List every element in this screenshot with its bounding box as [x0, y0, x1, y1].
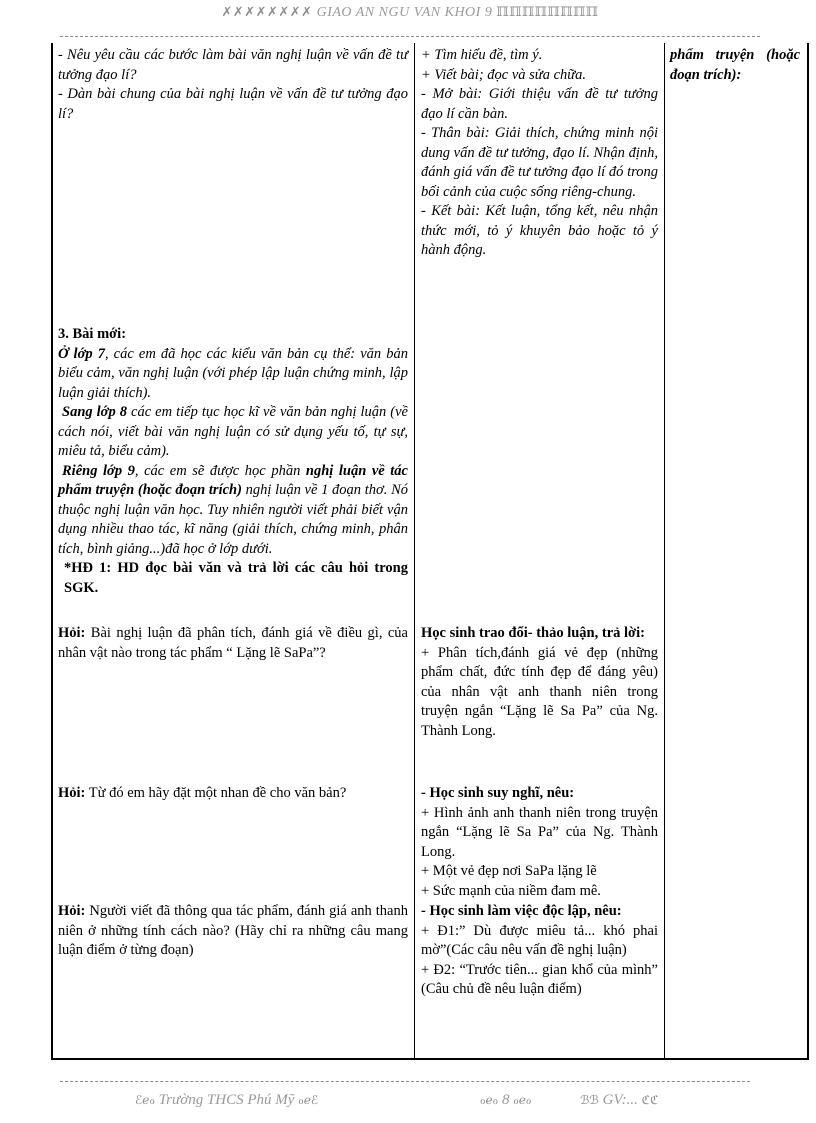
page-ornament-right: ℴℯℴ: [513, 1093, 532, 1107]
footer-ornament-left: ℰℯℴ: [135, 1093, 155, 1107]
activity-1-heading: *HĐ 1: HD đọc bài văn và trả lời các câu hỏi trong SGK.: [64, 560, 408, 596]
question-1: [58, 624, 408, 663]
outline-step-1: + Tìm hiểu đề, tìm ý.: [421, 47, 543, 63]
answer-3-line-2: + Đ2: “Trước tiên... gian khổ của mình” (Câu chủ đề nêu luận điểm): [421, 961, 658, 997]
header-left-ornament: ✗✗✗✗✗✗✗✗: [221, 4, 313, 19]
answer-2-line-1: + Hình ảnh anh thanh niên trong truyện ngắn “Lặng lẽ Sa Pa” của Ng. Thành Long.: [421, 804, 658, 860]
answer-2: [421, 784, 658, 901]
page-ornament-left: ℴℯℴ: [480, 1093, 499, 1107]
answer-2-heading: - Học sinh suy nghĩ, nêu:: [421, 785, 575, 801]
answer-3-line-1: + Đ1:” Dù được miêu tả... khó phai mờ”(Các câu nêu vấn đề nghị luận): [421, 922, 658, 958]
intro-3-lead: Riêng lớp 9: [62, 462, 135, 479]
intro-paragraph-1: [58, 345, 408, 404]
footer-school: [135, 1092, 318, 1109]
question-2-text: Từ đó em hãy đặt một nhan đề cho văn bản?: [85, 785, 347, 801]
header-title: GIAO AN NGU VAN KHOI 9: [316, 5, 493, 20]
footer-page: [480, 1092, 531, 1109]
answer-1-heading: Học sinh trao đổi- thảo luận, trả lời:: [421, 625, 645, 641]
intro-3-text-a: , các em sẽ được học phần: [134, 462, 306, 479]
footer-teacher: [580, 1092, 659, 1109]
teacher-ornament-left: ℬℬ: [580, 1093, 599, 1107]
question-1-label: Hỏi:: [58, 625, 86, 641]
question-3-label: Hỏi:: [58, 903, 86, 919]
question-3: [58, 902, 408, 961]
teacher-ornament-right: ℭℭ: [641, 1093, 659, 1107]
footer-school-name: Trường THCS Phú Mỹ: [158, 1092, 295, 1108]
answer-2-line-3: + Sức mạnh của niềm đam mê.: [421, 882, 601, 899]
content-column-text: phẩm truyện (hoặc đoạn trích):: [670, 47, 800, 83]
header-right-ornament: ℿℿℿℿℿℿℿℿ: [496, 4, 599, 19]
new-lesson-heading: 3. Bài mới:: [58, 326, 127, 342]
intro-paragraph-2: [58, 403, 408, 462]
review-question-1: - Nêu yêu cầu các bước làm bài văn nghị luận về vấn đề tư tưởng đạo lí?: [58, 47, 408, 83]
intro-paragraph-3: [58, 462, 408, 560]
review-questions: [58, 46, 408, 124]
intro-1-text: , các em đã học các kiểu văn bản cụ thể: văn bản biểu cảm, văn nghị luận (với phép lập luận chứng minh, lập luận giải thích).: [58, 345, 409, 401]
header-divider: [60, 36, 760, 37]
answer-3-heading: - Học sinh làm việc độc lập, nêu:: [421, 903, 622, 919]
page-header: [60, 4, 760, 30]
outline-step-2: + Viết bài; đọc và sửa chữa.: [421, 66, 587, 83]
question-2-label: Hỏi:: [58, 785, 86, 801]
intro-2-text: các em tiếp tục học kĩ về văn bản nghị luận (về cách nói, viết bài văn nghị luận có sử dụng yếu tố, tự sự, miêu tả, biểu cảm).: [58, 404, 408, 459]
table-column-divider-2: [664, 43, 665, 1060]
answer-3: [421, 902, 658, 1000]
question-1-text: Bài nghị luận đã phân tích, đánh giá về điều gì, của nhân vật nào trong tác phẩm “ Lặng lẽ SaPa”?: [58, 625, 408, 661]
table-column-divider-1: [414, 43, 415, 1060]
intro-3-text-b: nghị luận về 1 đoạn thơ. Nó thuộc nghị luận văn học. Tuy nhiên người viết phải biết vận dụng nhiều thao tác, kĩ năng (giải thích, chứng minh, phân tích, bình giảng...)đã học ở lớp dưới.: [58, 482, 408, 557]
outline-conclusion: - Kết bài: Kết luận, tổng kết, nêu nhận thức mới, tỏ ý khuyên bảo hoặc tỏ ý hành động.: [421, 203, 658, 258]
footer-divider: [60, 1081, 750, 1082]
review-question-2: - Dàn bài chung của bài nghị luận về vấn đề tư tưởng đạo lí?: [58, 86, 408, 122]
outline-intro: - Mở bài: Giới thiệu vấn đề tư tưởng đạo lí cần bàn.: [421, 86, 658, 122]
answer-1-body: + Phân tích,đánh giá vẻ đẹp (những phẩm chất, đức tính đẹp để đáng yêu) của nhân vật anh thanh niên trong truyện ngắn “Lặng lẽ Sa Pa” của Ng. Thành Long.: [421, 644, 658, 739]
outline-answers: [421, 46, 658, 261]
answer-2-line-2: + Một vẻ đẹp nơi SaPa lặng lẽ: [421, 863, 597, 879]
intro-2-lead: Sang lớp 8: [62, 404, 127, 420]
question-2: [58, 784, 408, 804]
question-3-text: Người viết đã thông qua tác phẩm, đánh giá anh thanh niên ở những tính cách nào? (Hãy chỉ ra những câu mang luận điểm ở từng đoạn): [58, 903, 408, 958]
intro-1-lead: Ở lớp 7: [58, 345, 105, 362]
page-number: 8: [501, 1092, 510, 1108]
new-lesson-section: [58, 325, 408, 598]
outline-body: - Thân bài: Giải thích, chứng minh nội dung vấn đề tư tưởng, đạo lí. Nhận định, đánh giá vấn đề tư tưởng đạo lí đó trong bối cảnh của cuộc sống riêng-chung.: [421, 125, 658, 200]
teacher-name: GV:...: [602, 1092, 638, 1108]
answer-1: [421, 624, 658, 741]
footer-ornament-right: ℴℯℰ: [298, 1093, 319, 1107]
intro-3-emphasis: nghị luận về tác phẩm truyện (hoặc đoạn trích): [58, 462, 408, 498]
